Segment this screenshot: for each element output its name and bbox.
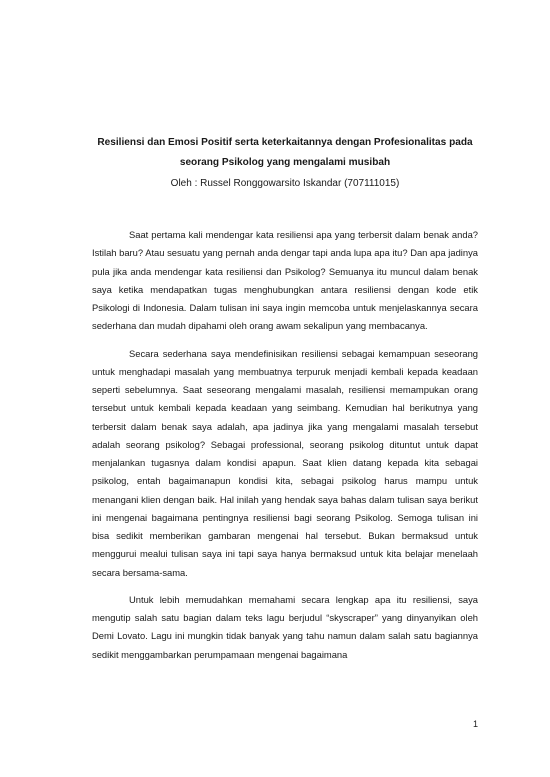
paragraph-1: Saat pertama kali mendengar kata resiliensi apa yang terbersit dalam benak anda? Istilah baru? Atau sesuatu yang pernah anda dengar tapi anda lupa apa itu? Dan apa jadinya pula jika anda mendengar kata resiliensi dan Psikolog? Semuanya itu muncul dalam benak saya ketika mendapatkan tugas menghubungkan antara resiliensi dengan kode etik Psikologi di Indonesia. Dalam tulisan ini saya ingin memcoba untuk menjelaskannya secara sederhana dan mudah dipahami oleh orang awam sekalipun yang membacanya. <box>92 229 478 332</box>
title-line-1: Resiliensi dan Emosi Positif serta keterkaitannya dengan Profesionalitas pada <box>97 137 473 148</box>
document-title <box>92 133 478 173</box>
paragraph-2: Secara sederhana saya mendefinisikan resiliensi sebagai kemampuan seseorang untuk menghadapi masalah yang membuatnya terpuruk menjadi kembali kepada keadaan seperti sebelumnya. Saat seseorang mengalami masalah, resiliensi memampukan orang tersebut untuk kembali kepada keadaan yang seimbang. Kemudian hal berikutnya yang terbersit dalam benak saya adalah, apa jadinya jika yang mengalami masalah tersebut adalah seorang psikolog? Sebagai professional, seorang psikolog dituntut untuk dapat menjalankan tugasnya dalam kondisi apapun. Saat klien datang kepada kita sebagai psikolog, entah bagaimanapun kondisi kita, sebagai psikolog harus mampu untuk menangani klien dengan baik. Hal inilah yang hendak saya bahas dalam tulisan saya berikut ini mengenai bagaimana pentingnya resiliensi bagi seorang Psikolog. Semoga tulisan ini bisa sedikit memberikan gambaran mengenai hal tersebut. Bukan bermaksud untuk menggurui mealui tulisan saya ini tapi saya hanya bermaksud untuk kita belajar menelaah secara bersama-sama. <box>92 347 478 578</box>
author-line: Oleh : Russel Ronggowarsito Iskandar (707111015) <box>170 178 400 189</box>
title-line-2: seorang Psikolog yang mengalami musibah <box>179 157 391 168</box>
paragraph-3: Untuk lebih memudahkan memahami secara lengkap apa itu resiliensi, saya mengutip salah satu bagian dalam teks lagu berjudul “skyscraper” yang dinyanyikan oleh Demi Lovato. Lagu ini mungkin tidak banyak yang tahu namun dalam salah satu bagiannya sedikit menggambarkan perumpamaan mengenai bagaimana <box>92 593 478 660</box>
page-number: 1 <box>472 719 478 729</box>
body-text <box>92 226 478 673</box>
